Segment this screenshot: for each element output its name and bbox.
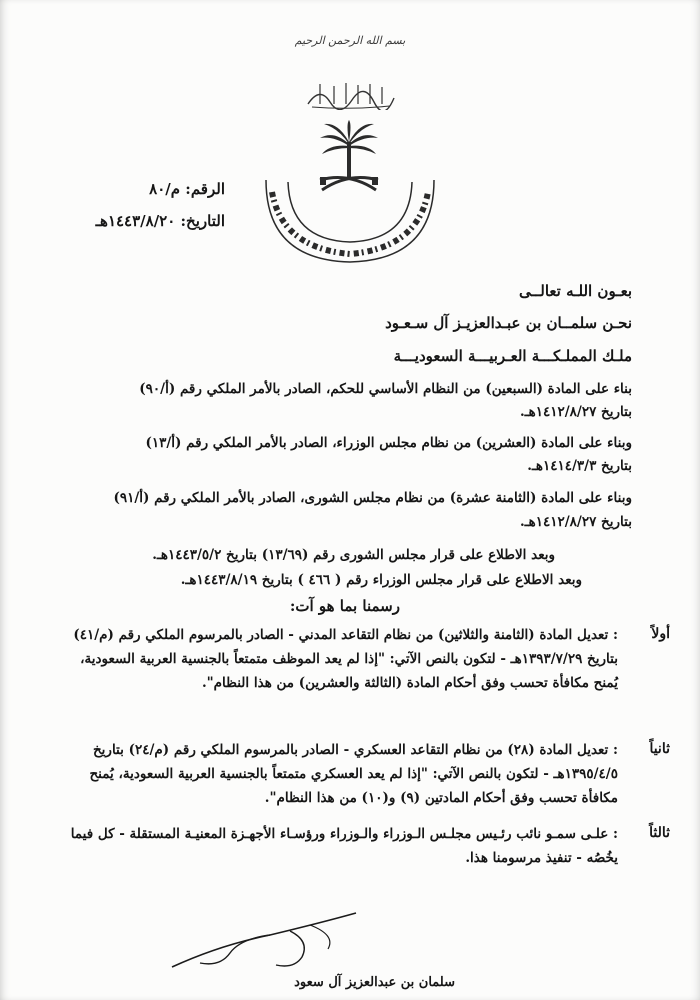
preamble-king-title: ملـك المملـكـــة العـربيـــة السعوديـــة [393,347,632,365]
decree-intro: رسمنا بما هو آت: [289,597,400,615]
article-3-text: : علـى سمـو نائب رئـيس مجلـس الـوزراء والـوزراء ورؤسـاء الأجهـزة المعنيـة المستقلة - كل فيما يخُصُه - تنفيذ مرسومنا هذا. [70,826,618,866]
consideration-1-line2: بتاريخ ١٤١٢/٨/٢٧هـ. [519,404,632,420]
review-council-of-ministers: وبعد الاطلاع على قرار مجلس الوزراء رقم ( ٤٦٦ ) بتاريخ ١٤٤٣/٨/١٩هـ. [180,572,582,588]
review-shura-council: وبعد الاطلاع على قرار مجلس الشورى رقم (١٣/٦٩) بتاريخ ١٤٤٣/٥/٢هـ. [152,547,555,563]
preamble-king-name: نحـن سلمــان بن عبـدالعزيـز آل سـعـود [385,314,632,332]
decree-date: التاريخ: ١٤٤٣/٨/٢٠هـ [95,212,225,230]
consideration-3-line2: بتاريخ ١٤١٢/٨/٢٧هـ. [519,514,632,530]
kingdom-seal-icon [262,168,438,266]
consideration-2-line2: بتاريخ ١٤١٤/٣/٣هـ. [527,458,632,474]
decree-number: الرقم: م/٨٠ [149,180,225,198]
preamble-invocation: بعـون اللـه تعالــى [519,282,632,300]
consideration-1-line1: بناء على المادة (السبعين) من النظام الأساسي للحكم، الصادر بالأمر الملكي رقم (أ/٩٠) [139,381,632,397]
article-1-label: أولاً [651,626,670,642]
article-1-text: : تعديل المادة (الثامنة والثلاثين) من نظام التقاعد المدني - الصادر بالمرسوم الملكي رقم (م/٤١) بتاريخ ١٣٩٣/٧/٢٩هـ - لتكون بالنص الآتي: "إذا لم يعد الموظف متمتعاً بالجنسية العربية السعودية، يُمنح مكافأة تحسب وفق أحكام المادة (الثالثة والعشرين) من هذا النظام". [73,627,618,691]
article-2-label: ثانياً [649,741,670,757]
shahada-calligraphy-icon [300,80,400,110]
signer-name: سلمان بن عبدالعزيز آل سعود [294,975,455,990]
basmala: بسم الله الرحمن الرحيم [294,34,406,47]
article-3-label: ثالثاً [649,825,670,841]
handwritten-signature-icon [160,905,370,975]
consideration-2-line1: وبناء على المادة (العشرين) من نظام مجلس الوزراء، الصادر بالأمر الملكي رقم (أ/١٣) [145,435,632,451]
article-2-text: : تعديل المادة (٢٨) من نظام التقاعد العسكري - الصادر بالمرسوم الملكي رقم (م/٢٤) بتاريخ ١٣٩٥/٤/٥هـ - لتكون بالنص الآتي: "إذا لم يعد العسكري متمتعاً بالجنسية العربية السعودية، يُمنح مكافأة تحسب وفق أحكام المادتين (٩) و(١٠) من هذا النظام". [89,742,618,806]
consideration-3-line1: وبناء على المادة (الثامنة عشرة) من نظام مجلس الشورى، الصادر بالأمر الملكي رقم (أ/٩١) [113,490,632,506]
